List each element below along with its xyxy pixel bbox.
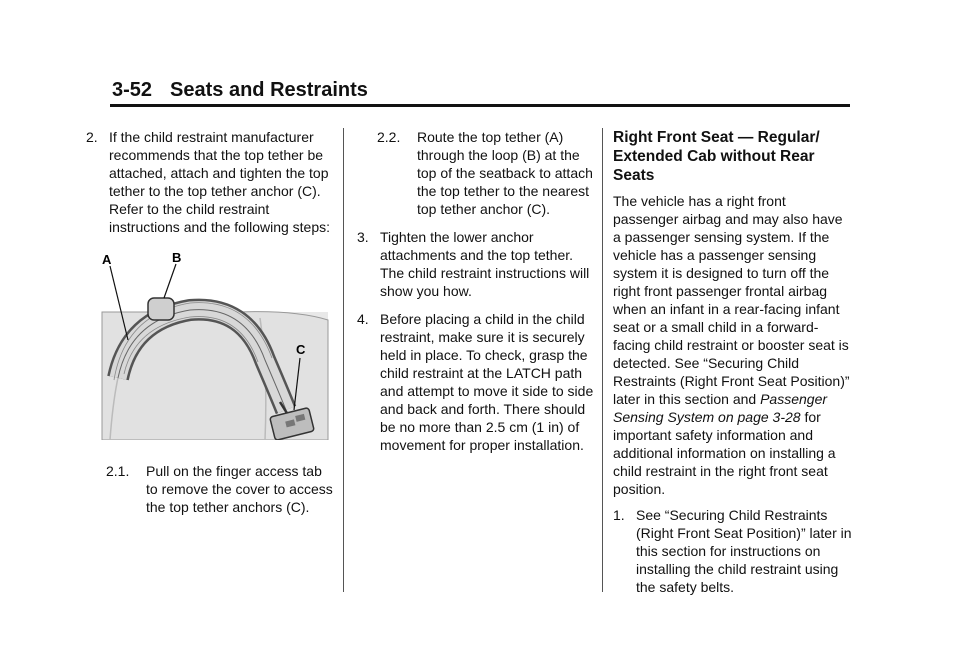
- paragraph-text: for important safety information and additional information on installing a child restraint in the right front seat position.: [613, 409, 836, 497]
- cross-reference: Passenger Sensing System on page 3-28: [613, 391, 828, 425]
- column-divider-right: [602, 128, 603, 592]
- column-middle: [357, 128, 597, 464]
- step-text: See “Securing Child Restraints (Right Front Seat Position)” later in this section for instructions on installing the child restraint using the safety belts.: [636, 507, 852, 595]
- step-number: 2.1.: [106, 463, 130, 479]
- figure-label-a: A: [102, 252, 112, 267]
- step-3: [357, 228, 597, 300]
- figure-label-c: C: [296, 342, 306, 357]
- column-left: [86, 128, 336, 526]
- step-number: 4.: [357, 311, 369, 327]
- column-divider-left: [343, 128, 344, 592]
- step-2: [86, 128, 336, 236]
- step-number: 2.2.: [377, 129, 401, 145]
- step-2-2: [377, 128, 597, 218]
- tether-anchor-illustration: [90, 250, 330, 440]
- page-number: 3-52: [112, 79, 153, 101]
- paragraph-text: The vehicle has a right front passenger airbag and may also have a passenger sensing system. If the vehicle has a passenger sensing system it is designed to turn off the right front passenger frontal airbag when an infant in a rear-facing infant seat or a small child in a forward-facing child restraint or booster seat is detected. See “Securing Child Restraints (Right Front Seat Position)” later in this section and: [613, 193, 850, 407]
- step-number: 2.: [86, 129, 98, 145]
- step-text: Before placing a child in the child restraint, make sure it is securely held in place. To check, grasp the child restraint at the LATCH path and attempt to move it side to side and back and forth. There should be no more than 2.5 cm (1 in) of movement for proper installation.: [380, 311, 594, 453]
- page-header: [112, 79, 368, 102]
- column-right: [613, 128, 853, 606]
- subsection-heading: Right Front Seat — Regular/ Extended Cab without Rear Seats: [613, 129, 820, 184]
- step-number: 3.: [357, 229, 369, 245]
- step-text: Route the top tether (A) through the loop (B) at the top of the seatback to attach the top tether to the nearest top tether anchor (C).: [417, 129, 593, 217]
- step-text: Tighten the lower anchor attachments and the top tether. The child restraint instructions will show you how.: [380, 229, 590, 299]
- tether-illustration-svg: [90, 250, 330, 440]
- figure-label-b: B: [172, 250, 182, 265]
- step-number: 1.: [613, 507, 625, 523]
- section-title: Seats and Restraints: [170, 79, 368, 101]
- step-1: [613, 506, 853, 596]
- tether-loop: [148, 298, 174, 320]
- step-text: Pull on the finger access tab to remove the cover to access the top tether anchors (C).: [146, 463, 333, 515]
- body-paragraph: [613, 192, 853, 498]
- step-text: If the child restraint manufacturer recommends that the top tether be attached, attach and tighten the top tether to the top tether anchor (C). Refer to the child restraint instructions and the following steps:: [109, 129, 331, 235]
- header-rule: [110, 104, 850, 107]
- step-2-1: [106, 462, 336, 516]
- step-4: [357, 310, 597, 454]
